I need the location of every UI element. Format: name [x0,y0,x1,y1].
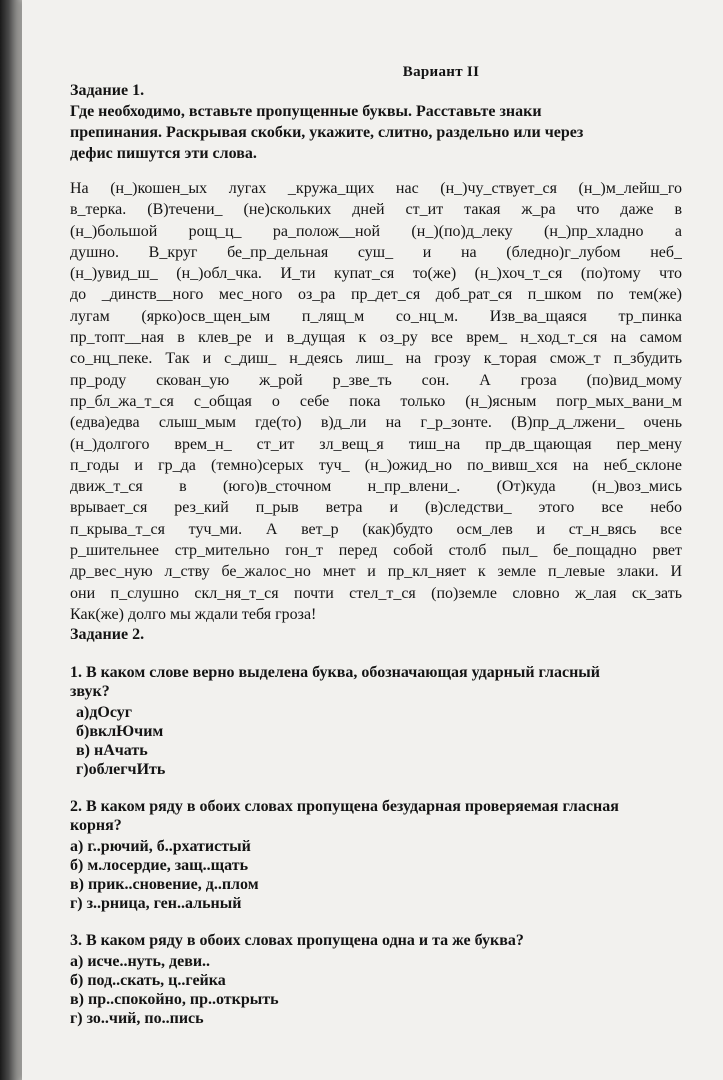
answer-option: б) м.лосердие, защ..щать [70,857,249,875]
answer-option: г) з..рница, ген..альный [70,895,242,913]
task1-title: Задание 1. [70,82,145,99]
question-text [70,663,682,701]
variant-title: Вариант II [402,64,480,80]
text-line: врывает_ся рез_кий п_рыв ветра и (в)следстви_ этого все небо [70,499,682,517]
task1-instructions [70,101,682,164]
text-line: (н_)большой рощ_ц_ ра_полож__ной (н_)(по)д_леку (н_)пр_хладно а [70,222,682,240]
task2-title: Задание 2. [70,626,145,644]
text-line: (едва)едва слыш_мым где(то) в)д_ли на г_р_зонте. (В)пр_д_лжени_ очень [70,414,682,432]
text-line: р_шительнее стр_мительно гон_т перед собой столб пыл_ бе_пощадно рвет [70,542,682,560]
answer-option: в) пр..спокойно, пр..открыть [70,991,279,1009]
text-line: др_вес_ную л_ству бе_жалос_но мнет и пр_кл_няет к земле п_левые злаки. И [70,563,682,581]
answer-option: в) прик..сновение, д..плом [70,876,259,894]
answer-option: г)облегчИть [76,761,166,779]
text-line: душно. В_круг бе_пр_дельная суш_ и на (бледно)г_лубом неб_ [70,243,682,261]
answer-option: б) под..скать, ц..гейка [70,972,226,990]
text-line: (н_)долгого врем_н_ ст_ит зл_вещ_я тиш_на пр_дв_щающая пер_мену [70,435,682,453]
question-line: 3. В каком ряду в обоих словах пропущена одна и та же буква? [70,932,524,950]
page-edge-shadow [0,0,22,1080]
text-line: со_нц_пеке. Так и с_диш_ н_деясь лиш_ на грозу к_торая смож_т п_збудить [70,350,682,368]
text-line: Как(же) долго мы ждали тебя гроза! [70,605,317,623]
answer-option: б)вклЮчим [76,723,164,741]
question-line: 2. В каком ряду в обоих словах пропущена безударная проверяемая гласная [70,798,619,816]
text-line: в_терка. (В)течени_ (не)скольких дней ст_ит такая ж_ра что даже в [70,201,682,219]
text-line: п_годы и гр_да (темно)серых туч_ (н_)ожид_но по_вивш_хся на неб_склоне [70,456,682,474]
question-line: корня? [70,817,122,835]
text-line: движ_т_ся в (юго)в_сточном н_пр_влени_. (От)куда (н_)воз_мись [70,478,682,496]
question-3 [70,931,682,1028]
question-1 [70,663,682,779]
answer-option: а)дОсуг [76,704,133,722]
text-line: до _динств__ного мес_ного оз_ра пр_дет_ся доб_рат_ся п_шком по тем(же) [70,286,682,304]
answer-option: в) нАчать [76,742,148,760]
answer-option: а) исче..нуть, деви.. [70,953,211,971]
question-text [70,931,682,950]
text-line: (н_)увид_ш_ (н_)обл_чка. И_ти купат_ся то(же) (н_)хоч_т_ся (по)тому что [70,265,682,283]
question-text [70,797,682,835]
text-line: п_крыва_т_ся туч_ми. А вет_р (как)будто осм_лев и ст_н_вясь все [70,520,682,538]
text-line: На (н_)кошен_ых лугах _кружа_щих нас (н_)чу_ствует_ся (н_)м_лейш_го [70,180,682,197]
text-line: пр_топт__ная в клев_ре и в_дущая к оз_ру все врем_ н_ход_т_ся на самом [70,329,682,347]
answer-option: г) зо..чий, по..пись [70,1010,204,1028]
instruction-line: препинания. Раскрывая скобки, укажите, слитно, раздельно или через [70,124,584,141]
task1-text [70,178,682,625]
text-line: пр_бл_жа_т_ся с_общая о себе пока только (н_)ясным погр_мых_вани_м [70,392,682,410]
worksheet [70,64,682,1028]
text-line: лугам (ярко)осв_щен_ым п_лящ_м со_нц_м. Изв_ва_щаяся тр_пинка [70,307,682,325]
answer-option: а) г..рючий, б..рхатистый [70,838,251,856]
text-line: они п_слушно скл_ня_т_ся почти стел_т_ся (по)земле словно ж_лая ск_зать [70,584,682,602]
question-line: 1. В каком слове верно выделена буква, обозначающая ударный гласный [70,664,600,682]
instruction-line: Где необходимо, вставьте пропущенные буквы. Расставьте знаки [70,103,542,120]
question-2 [70,797,682,913]
question-line: звук? [70,683,110,701]
text-line: пр_роду скован_ую ж_рой р_зве_ть сон. А гроза (по)вид_мому [70,371,682,389]
instruction-line: дефис пишутся эти слова. [70,145,257,162]
